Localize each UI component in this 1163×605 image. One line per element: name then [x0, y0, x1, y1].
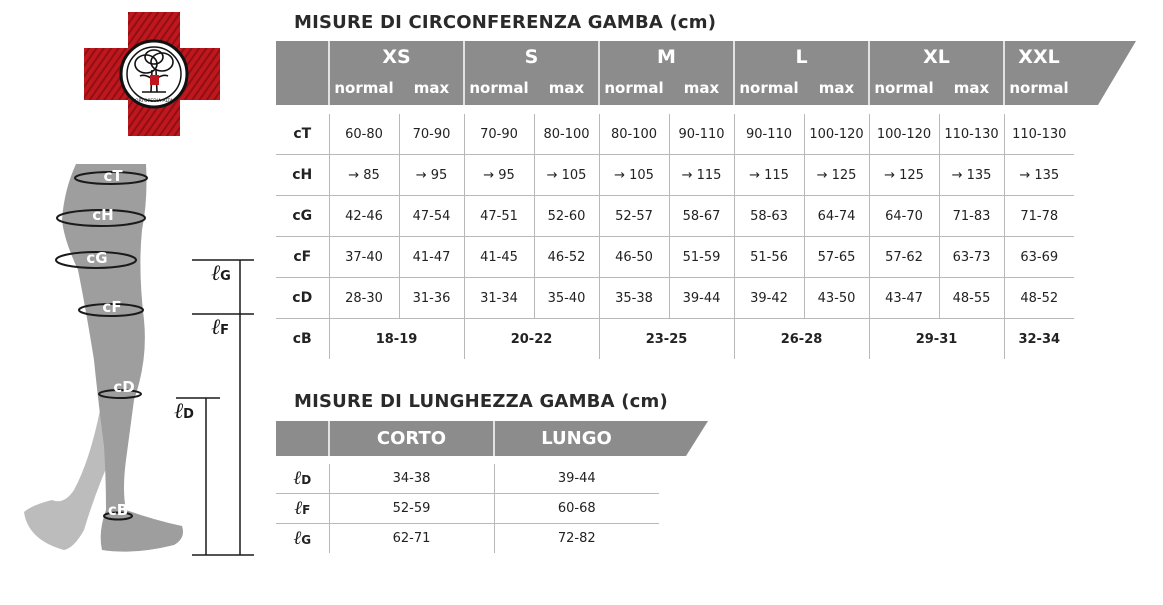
length-title: MISURE DI LUNGHEZZA GAMBA (cm): [294, 391, 668, 412]
table-cell: 80-100: [534, 114, 599, 155]
table-cell: 48-55: [939, 278, 1004, 319]
table-cell: 63-73: [939, 237, 1004, 278]
table-cell: 51-56: [734, 237, 804, 278]
length-header: [276, 421, 708, 456]
table-cell: → 115: [734, 155, 804, 196]
sub-header-max: max: [818, 79, 855, 97]
table-cell: 28-30: [329, 278, 399, 319]
logo-caption: ORTOPEDIA ALTA: [135, 99, 173, 104]
table-cell: 57-65: [804, 237, 869, 278]
circumference-header: [276, 41, 1136, 105]
length-col-corto: CORTO: [376, 428, 447, 449]
table-cell: 39-42: [734, 278, 804, 319]
table-row: [276, 494, 659, 524]
length-letter: ℓ: [293, 467, 302, 489]
table-cell: → 125: [869, 155, 939, 196]
size-header-xxl: XXL: [1018, 46, 1060, 68]
row-label: cF: [276, 237, 329, 278]
length-col-lungo: LUNGO: [541, 428, 612, 449]
table-cell: 60-80: [329, 114, 399, 155]
table-cell: 58-63: [734, 196, 804, 237]
row-label: cH: [276, 155, 329, 196]
leg-diagram: [14, 160, 264, 560]
table-cell: 18-19: [329, 319, 464, 360]
table-cell: 41-45: [464, 237, 534, 278]
table-cell: 39-44: [669, 278, 734, 319]
table-row: [276, 114, 1074, 155]
leg-label-cg: cG: [86, 249, 108, 267]
length-subscript: G: [301, 533, 312, 547]
table-cell: 34-38: [329, 464, 494, 494]
table-row: [276, 196, 1074, 237]
sub-header-max: max: [413, 79, 450, 97]
length-marker-f: ℓF: [211, 315, 230, 340]
sub-header-max: max: [683, 79, 720, 97]
table-cell: 32-34: [1018, 331, 1061, 347]
table-cell: → 95: [399, 155, 464, 196]
sub-header-max: max: [548, 79, 585, 97]
table-cell: 62-71: [329, 524, 494, 554]
table-cell: 52-60: [534, 196, 599, 237]
circumference-table: [276, 114, 1074, 359]
red-cross-logo-icon: [84, 12, 220, 136]
table-cell: 35-38: [599, 278, 669, 319]
length-letter: ℓ: [294, 497, 303, 519]
length-subscript: F: [302, 503, 311, 517]
length-table: [276, 464, 659, 553]
table-cell: → 95: [464, 155, 534, 196]
table-cell: 48-52: [1004, 278, 1074, 319]
table-cell: → 115: [669, 155, 734, 196]
table-cell: 20-22: [464, 319, 599, 360]
table-cell: 60-68: [494, 494, 659, 524]
table-cell: 23-25: [599, 319, 734, 360]
sub-header-normal: normal: [874, 79, 934, 97]
table-cell: 57-62: [869, 237, 939, 278]
table-cell: 100-120: [804, 114, 869, 155]
table-cell: → 85: [329, 155, 399, 196]
size-header-m: M: [657, 46, 676, 68]
table-cell: 47-51: [464, 196, 534, 237]
table-cell: 42-46: [329, 196, 399, 237]
leg-label-ct: cT: [103, 167, 123, 185]
table-cell: 31-36: [399, 278, 464, 319]
row-label: [276, 464, 329, 494]
length-marker-d: ℓD: [174, 399, 194, 424]
table-cell: 46-52: [534, 237, 599, 278]
table-cell: 37-40: [329, 237, 399, 278]
table-row: [276, 524, 659, 554]
table-row: [276, 464, 659, 494]
table-cell: 43-47: [869, 278, 939, 319]
table-cell: 52-59: [329, 494, 494, 524]
table-cell: 70-90: [399, 114, 464, 155]
table-cell: 58-67: [669, 196, 734, 237]
table-cell: 52-57: [599, 196, 669, 237]
row-label: cB: [276, 319, 329, 360]
row-label: [276, 494, 329, 524]
row-label: cT: [276, 114, 329, 155]
table-row: [276, 319, 1074, 360]
table-cell: → 135: [939, 155, 1004, 196]
size-header-l: L: [795, 46, 808, 68]
length-letter: ℓ: [293, 527, 302, 549]
row-label: cG: [276, 196, 329, 237]
table-cell: 100-120: [869, 114, 939, 155]
table-cell: 26-28: [734, 319, 869, 360]
table-cell: → 105: [534, 155, 599, 196]
table-cell: → 125: [804, 155, 869, 196]
leg-label-ch: cH: [92, 206, 114, 224]
leg-label-cf: cF: [102, 298, 122, 316]
size-header-xl: XL: [923, 46, 950, 68]
sub-header-normal: normal: [604, 79, 664, 97]
table-cell: 64-70: [869, 196, 939, 237]
table-cell: 63-69: [1004, 237, 1074, 278]
table-cell: 72-82: [557, 531, 596, 546]
table-cell: 80-100: [599, 114, 669, 155]
table-cell: 51-59: [669, 237, 734, 278]
table-row: [276, 155, 1074, 196]
circumference-title: MISURE DI CIRCONFERENZA GAMBA (cm): [294, 12, 717, 33]
sub-header-max: max: [953, 79, 990, 97]
table-cell: 35-40: [534, 278, 599, 319]
table-cell: 70-90: [464, 114, 534, 155]
table-cell: 71-83: [939, 196, 1004, 237]
table-cell: 29-31: [869, 319, 1004, 360]
sub-header-normal: normal: [1009, 79, 1069, 97]
table-cell: 43-50: [804, 278, 869, 319]
size-header-xs: XS: [382, 46, 411, 68]
table-cell: 46-50: [599, 237, 669, 278]
table-row: [276, 278, 1074, 319]
table-cell: 71-78: [1004, 196, 1074, 237]
length-subscript: D: [301, 473, 312, 487]
length-marker-g: ℓG: [211, 261, 231, 286]
sub-header-normal: normal: [469, 79, 529, 97]
table-cell: 90-110: [734, 114, 804, 155]
table-cell: 64-74: [804, 196, 869, 237]
leg-label-cd: cD: [113, 378, 135, 396]
row-label: cD: [276, 278, 329, 319]
sub-header-normal: normal: [334, 79, 394, 97]
row-label: [276, 524, 329, 554]
table-cell: 39-44: [494, 464, 659, 494]
table-cell: 31-34: [464, 278, 534, 319]
size-header-s: S: [524, 46, 539, 68]
table-cell: → 135: [1004, 155, 1074, 196]
leg-label-cb: cB: [107, 501, 129, 519]
table-cell: 110-130: [1004, 114, 1074, 155]
table-row: [276, 237, 1074, 278]
table-cell: 90-110: [669, 114, 734, 155]
table-cell: → 105: [599, 155, 669, 196]
table-cell: 41-47: [399, 237, 464, 278]
table-cell: 110-130: [939, 114, 1004, 155]
table-cell: 47-54: [399, 196, 464, 237]
logo: [84, 12, 220, 136]
sub-header-normal: normal: [739, 79, 799, 97]
